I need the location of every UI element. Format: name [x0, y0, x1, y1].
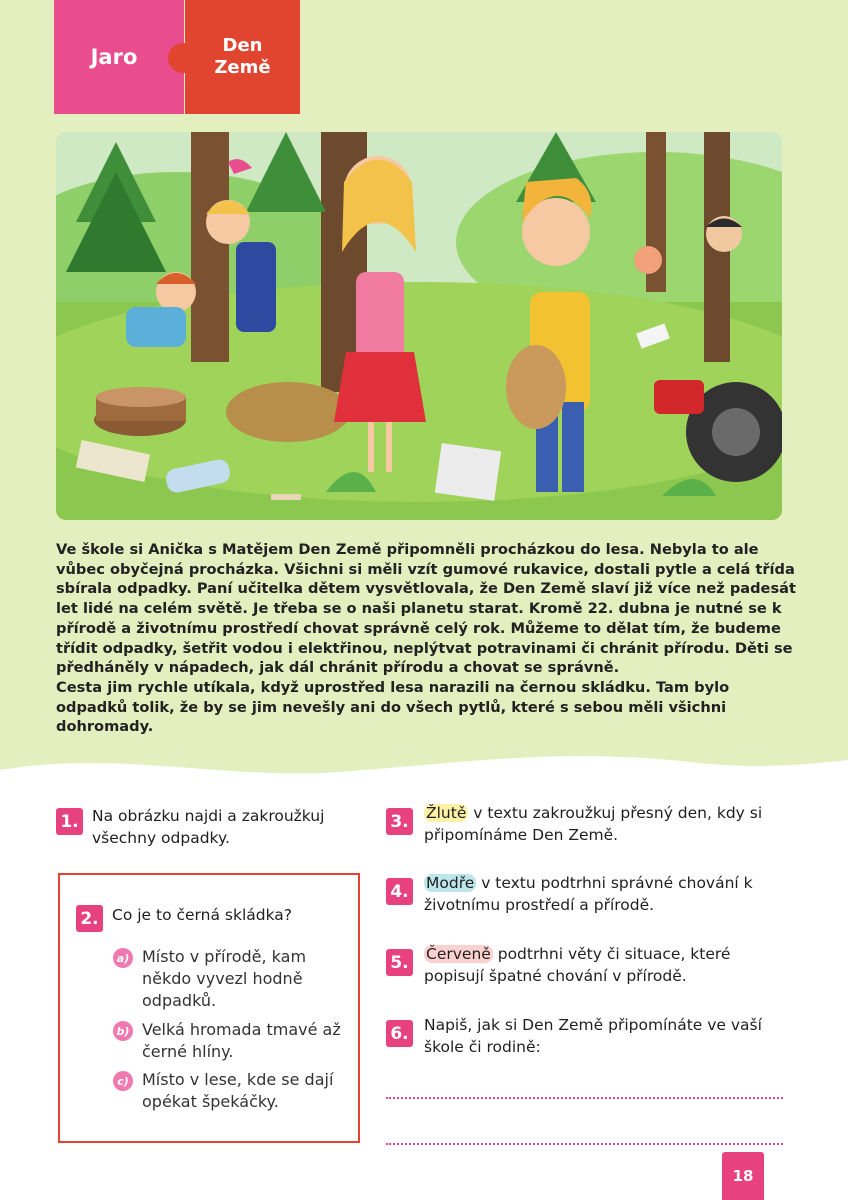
task-number: 2.: [76, 905, 103, 932]
season-tab: [54, 0, 184, 114]
task-number: 4.: [386, 878, 413, 905]
forest-illustration: [56, 132, 782, 520]
story-paragraph: Cesta jim rychle utíkala, když uprostřed lesa narazili na černou skládku. Tam bylo odpadků tolik, že by se jim nevešly ani do všech pytlů, které s sebou měli všichni dohromady.: [56, 678, 730, 736]
option-badge: a): [113, 948, 133, 968]
option-a-text[interactable]: Místo v přírodě, kam někdo vyvezl hodně odpadků.: [142, 947, 307, 1010]
task-number: 6.: [386, 1020, 413, 1047]
task-4-body: v textu podtrhni správné chování k životnímu prostředí a přírodě.: [424, 874, 753, 914]
task-number: 5.: [386, 949, 413, 976]
task-2-text: Co je to černá skládka?: [112, 906, 293, 924]
season-tab-label: Jaro: [90, 45, 138, 69]
option-c-text[interactable]: Místo v lese, kde se dají opékat špekáčky.: [142, 1070, 334, 1111]
topic-tab: [185, 0, 300, 114]
story-text: [56, 540, 796, 737]
task-4-text: [424, 872, 774, 916]
task-5-text: [424, 943, 774, 987]
topic-tab-line2: Země: [214, 57, 271, 78]
highlight-yellow: Žlutě: [426, 804, 467, 822]
highlight-red: Červeně: [426, 945, 491, 963]
answer-line[interactable]: [386, 1143, 783, 1145]
highlight-blue: Modře: [426, 874, 475, 892]
task-3-body: v textu zakroužkuj přesný den, kdy si připomínáme Den Země.: [424, 804, 763, 844]
task-number: 3.: [386, 808, 413, 835]
task-3-text: [424, 802, 774, 846]
story-paragraph: Ve škole si Anička s Matějem Den Země připomněli procházkou do lesa. Nebyla to ale vůbec obyčejná procházka. Všichni si měli vzít gumové rukavice, dostali pytle a celá třída sbírala odpadky. Paní učitelka dětem vysvětlovala, že Den Země slaví již více než padesát let lidé na celém světě. Je třeba se o naši planetu starat. Kromě 22. dubna je nutné se k přírodě a životnímu prostředí chovat správně celý rok. Můžeme to dělat tím, že budeme třídit odpadky, šetřit vodou i elektřinou, neplýtvat potravinami či chránit přírodu. Děti se předháněly v nápadech, jak dál chránit přírodu a chovat se správně.: [56, 541, 796, 677]
option-b-text[interactable]: Velká hromada tmavé až černé hlíny.: [142, 1020, 341, 1061]
page-number: 18: [722, 1152, 764, 1200]
topic-tab-line1: Den: [222, 35, 263, 56]
task-1-text: Na obrázku najdi a zakroužkuj všechny odpadky.: [92, 807, 325, 847]
option-badge: b): [113, 1021, 133, 1041]
task-number: 1.: [56, 808, 83, 835]
answer-line[interactable]: [386, 1097, 783, 1099]
task-5-body: podtrhni věty či situace, které popisují špatné chování v přírodě.: [424, 945, 731, 985]
task-6-text: Napiš, jak si Den Země připomínáte ve vaší škole či rodině:: [424, 1016, 762, 1056]
option-badge: c): [113, 1071, 133, 1091]
